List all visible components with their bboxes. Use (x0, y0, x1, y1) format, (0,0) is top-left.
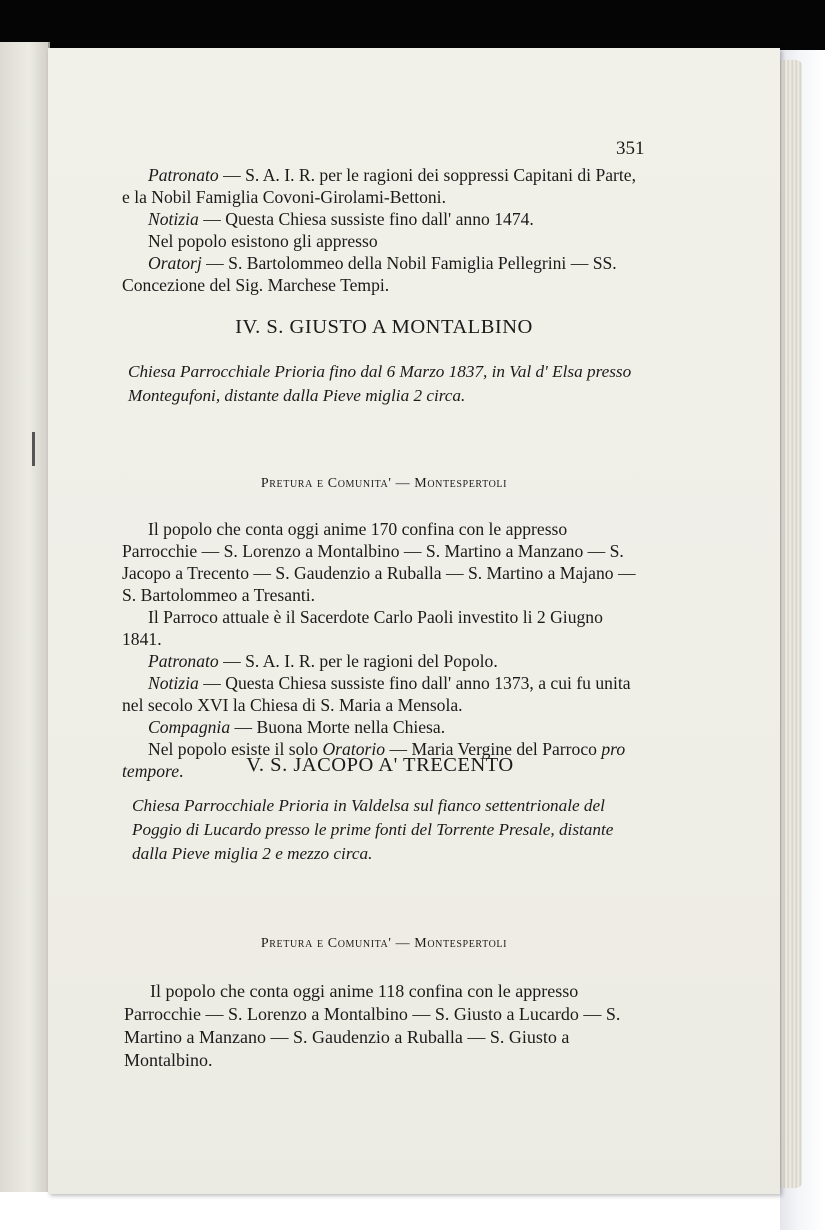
book-page (48, 48, 780, 1194)
patronato-paragraph (122, 650, 638, 672)
patronato-label: Patronato (148, 651, 219, 671)
section-description: Chiesa Parrocchiale Prioria in Valdelsa sul fianco settentrionale del Poggio di Lucardo presso le prime fonti del Torrente Presale, distante dalla Pieve miglia 2 e mezzo circa. (132, 796, 614, 863)
pretura-line: Pretura e Comunita' — Montespertoli (260, 476, 508, 491)
page-number: 351 (616, 138, 645, 159)
confini-paragraph: Il popolo che conta oggi anime 118 confina con le appresso Parrocchie — S. Lorenzo a Montalbino — S. Giusto a Lucardo — S. Martino a Manzano — S. Gaudenzio a Ruballa — S. Giusto a Montalbino. (124, 981, 621, 1070)
confini-paragraph: Il popolo che conta oggi anime 170 confina con le appresso Parrocchie — S. Lorenzo a Montalbino — S. Martino a Manzano — S. Jacopo a Trecento — S. Gaudenzio a Ruballa — S. Martino a Majano — S. Bartolommeo a Tresanti. (122, 519, 636, 605)
patronato-label: Patronato (148, 165, 219, 185)
oratorio-end: . (179, 761, 184, 781)
section-heading: IV. S. GIUSTO A MONTALBINO (235, 316, 533, 338)
compagnia-paragraph (122, 716, 638, 738)
notizia-paragraph (122, 672, 638, 716)
pro-tempore: pro tempore (122, 739, 626, 781)
compagnia-label: Compagnia (148, 717, 231, 737)
oratorio-pre: Nel popolo esiste il solo (148, 739, 323, 759)
background-top-band (0, 0, 825, 50)
section-v-text (124, 980, 636, 1072)
parroco-paragraph: Il Parroco attuale è il Sacerdote Carlo Paoli investito li 2 Giugno 1841. (122, 607, 603, 649)
notizia-label: Notizia (148, 209, 199, 229)
notizia-text: — Questa Chiesa sussiste fino dall' anno 1474. (198, 209, 534, 229)
oratorj-label: Oratorj (148, 253, 202, 273)
oratorj-text: — S. Bartolommeo della Nobil Famiglia Pellegrini — SS. Concezione del Sig. Marchese Tempi. (122, 253, 617, 295)
section-top-text (122, 164, 642, 296)
section-iv-text (122, 518, 638, 782)
patronato-text: — S. A. I. R. per le ragioni del Popolo. (218, 651, 498, 671)
compagnia-text: — Buona Morte nella Chiesa. (230, 717, 446, 737)
popolo-line: Nel popolo esistono gli appresso (148, 231, 378, 251)
oratorio-mid: — Maria Vergine del Parroco (385, 739, 602, 759)
patronato-text: — S. A. I. R. per le ragioni dei soppressi Capitani di Parte, e la Nobil Famiglia Covoni-Girolami-Bettoni. (122, 165, 637, 207)
pretura-line: Pretura e Comunita' — Montespertoli (260, 936, 508, 951)
notizia-label: Notizia (148, 673, 199, 693)
oratorio-label: Oratorio (322, 739, 386, 759)
facing-page-edge (0, 42, 50, 1192)
oratorj-paragraph (122, 252, 642, 296)
notizia-text: — Questa Chiesa sussiste fino dall' anno 1373, a cui fu unita nel secolo XVI la Chiesa di S. Maria a Mensola. (122, 673, 631, 715)
patronato-paragraph (122, 164, 642, 208)
notizia-paragraph (122, 208, 642, 230)
section-heading: V. S. JACOPO A' TRECENTO (246, 754, 514, 776)
facing-page-mark (32, 432, 35, 466)
section-description: Chiesa Parrocchiale Prioria fino dal 6 Marzo 1837, in Val d' Elsa presso Montegufoni, distante dalla Pieve miglia 2 circa. (128, 362, 632, 405)
